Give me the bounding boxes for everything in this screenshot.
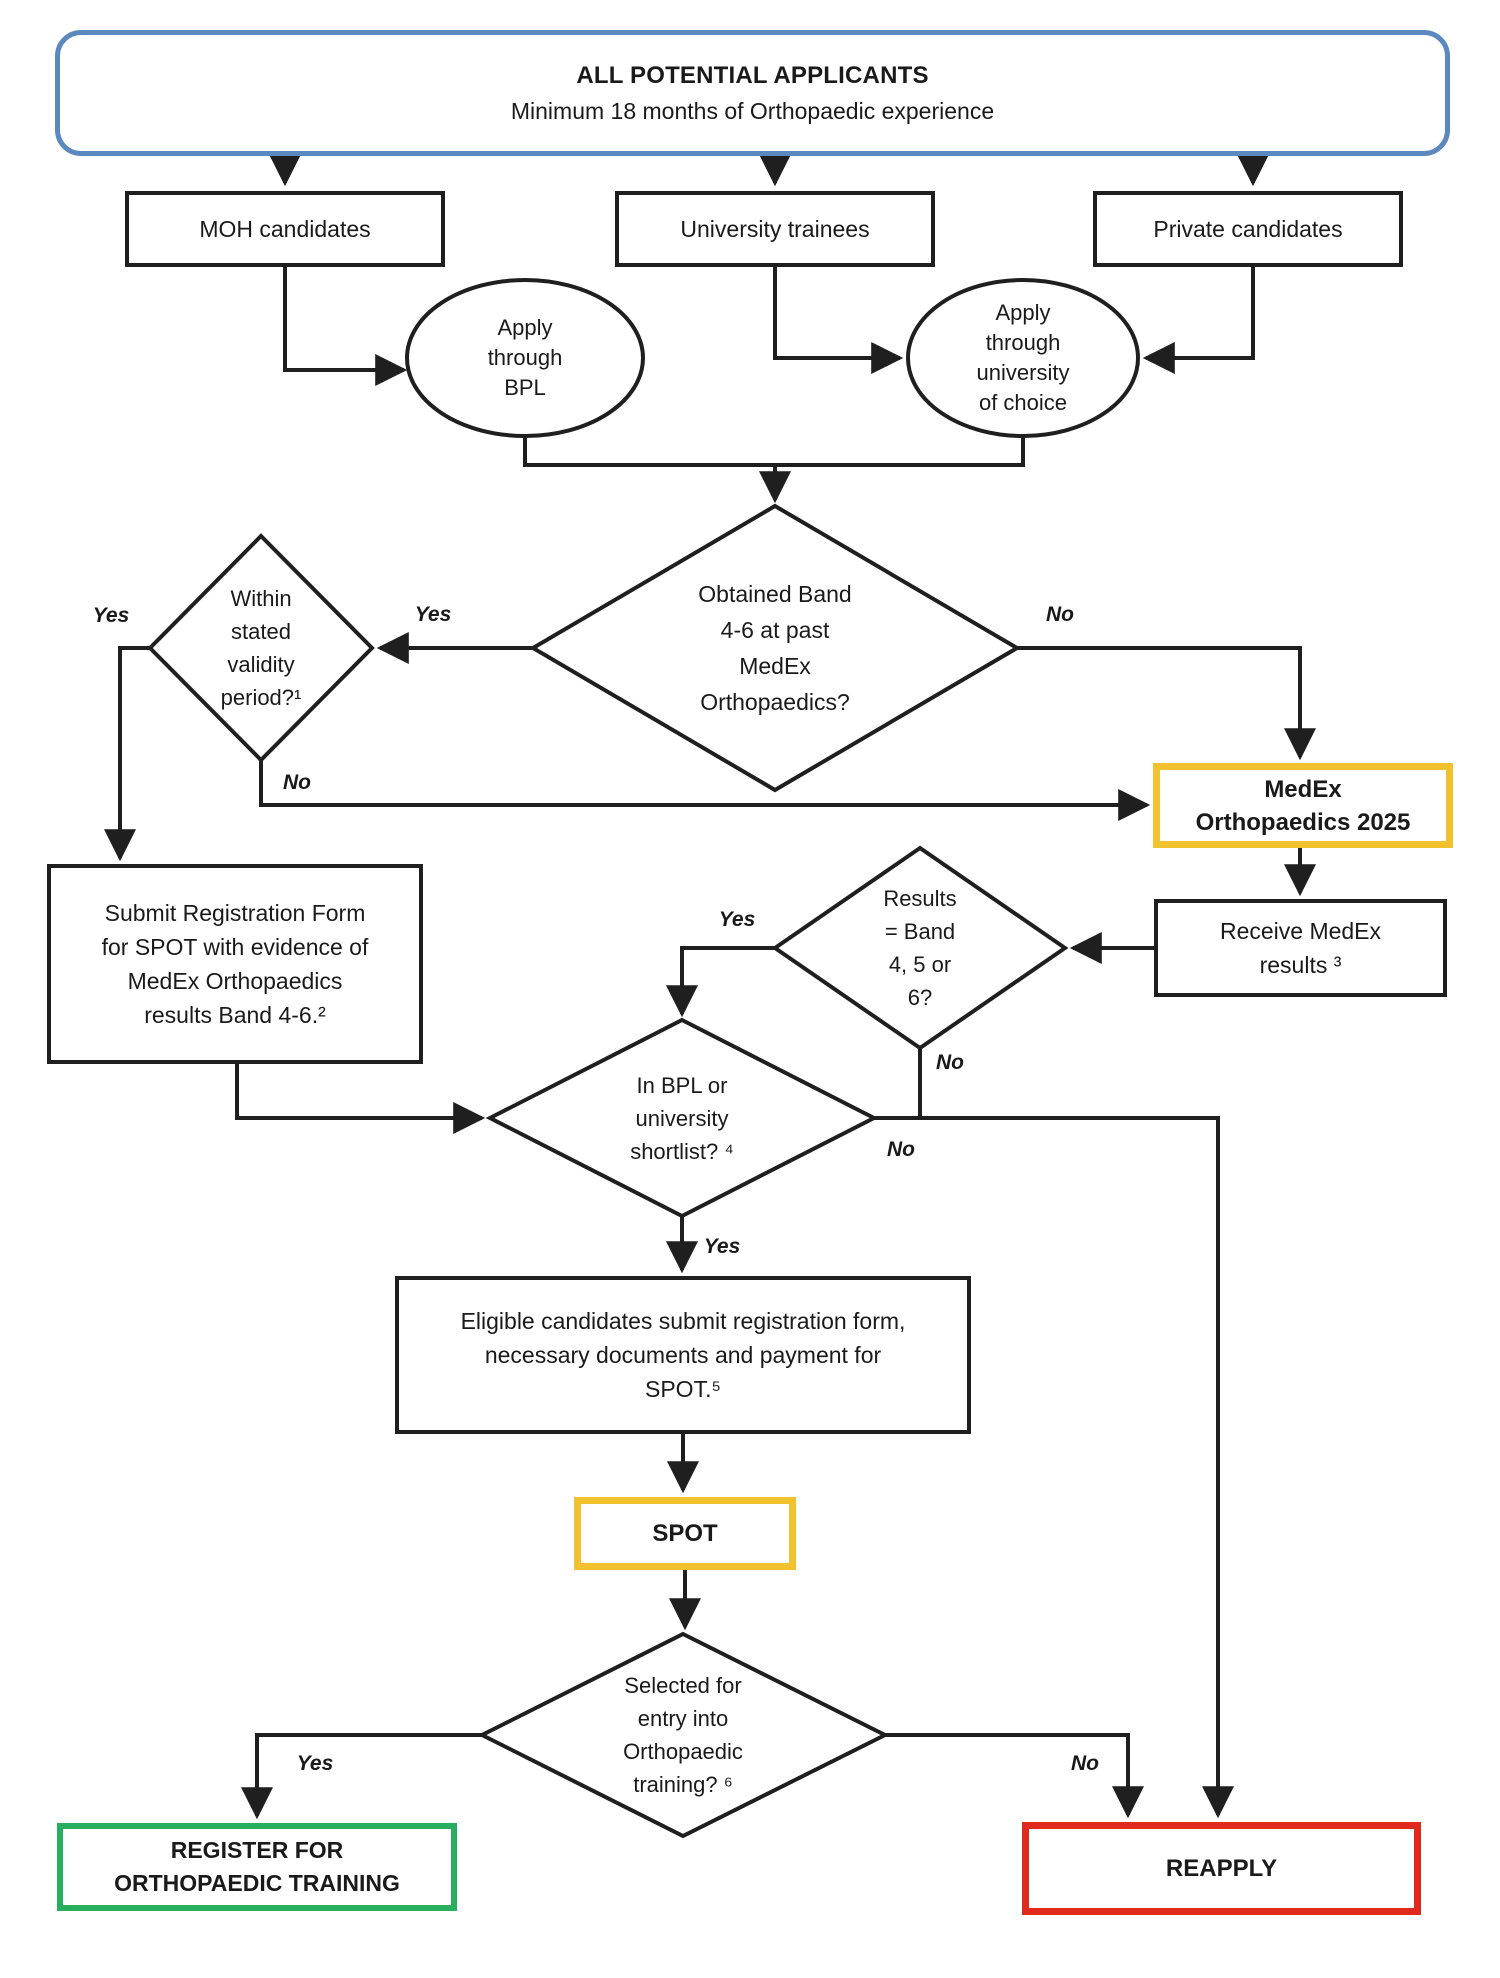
selected-decision-text (553, 1644, 813, 1826)
receive-results-box (1154, 899, 1447, 997)
university-trainees-label: University trainees (680, 215, 870, 242)
spot-label: SPOT (652, 1519, 718, 1547)
band-decision-line: Obtained Band (698, 581, 852, 607)
submit-registration-box (47, 864, 423, 1064)
apply-bpl-line: BPL (504, 375, 546, 400)
shortlist-yes-label: Yes (701, 1235, 744, 1259)
medex-line: Orthopaedics 2025 (1195, 808, 1411, 836)
shortlist-decision-line: shortlist? ⁴ (630, 1138, 734, 1164)
validity-decision-line: stated (231, 619, 291, 644)
edge-selected-yes (257, 1735, 482, 1816)
register-training-box (57, 1823, 457, 1911)
band-no-label: No (1043, 603, 1077, 627)
submit-registration-line: results Band 4-6.² (144, 1002, 326, 1028)
results-no-label: No (933, 1051, 967, 1075)
validity-decision-line: validity (227, 652, 295, 677)
private-candidates-box (1093, 191, 1403, 267)
results-decision-line: Results (883, 886, 957, 911)
results-decision-text (820, 852, 1020, 1044)
apply-university-line: Apply (995, 300, 1051, 325)
results-yes-label: Yes (716, 908, 759, 932)
receive-results-line: Receive MedEx (1219, 918, 1382, 944)
edge-validity-yes (120, 648, 150, 858)
edge-university-to-ellipse (775, 267, 900, 358)
edge-results-yes (682, 948, 775, 1014)
shortlist-decision-line: university (635, 1105, 729, 1131)
results-decision-line: 6? (907, 985, 933, 1010)
moh-candidates-box (125, 191, 445, 267)
reapply-box (1022, 1822, 1421, 1915)
selected-no-label: No (1068, 1752, 1102, 1776)
apply-university-line: of choice (978, 390, 1068, 415)
medex-line: MedEx (1264, 775, 1342, 803)
shortlist-no-label: No (884, 1138, 918, 1162)
validity-decision-line: Within (230, 586, 292, 611)
band-decision-line: MedEx (739, 653, 811, 679)
band-decision-line: 4-6 at past (720, 617, 830, 643)
register-training-line: ORTHOPAEDIC TRAINING (114, 1870, 400, 1896)
edge-moh-to-bpl (285, 267, 404, 370)
edge-band-no (1017, 648, 1300, 757)
private-candidates-label: Private candidates (1153, 215, 1343, 242)
apply-bpl-text (407, 280, 643, 436)
submit-registration-line: MedEx Orthopaedics (127, 968, 343, 994)
selected-decision-line: training? ⁶ (633, 1772, 733, 1797)
validity-decision-line: period?¹ (220, 685, 302, 710)
edge-private-to-ellipse (1146, 267, 1253, 358)
selected-decision-line: Selected for (624, 1673, 742, 1698)
shortlist-decision-text (562, 1030, 802, 1206)
validity-yes-label: Yes (90, 604, 133, 628)
band-decision-text (605, 510, 945, 786)
band-decision-line: Orthopaedics? (700, 689, 850, 715)
apply-bpl-line: Apply (497, 315, 553, 340)
moh-candidates-label: MOH candidates (199, 215, 371, 242)
spot-box (574, 1497, 796, 1570)
submit-registration-line: for SPOT with evidence of (101, 934, 369, 960)
results-decision-line: = Band (884, 919, 956, 944)
eligible-candidates-line: Eligible candidates submit registration form, (460, 1308, 906, 1334)
submit-registration-line: Submit Registration Form (104, 900, 366, 926)
results-decision-line: 4, 5 or (888, 952, 952, 977)
medex-orthopaedics-box (1153, 763, 1453, 848)
selected-yes-label: Yes (294, 1752, 337, 1776)
edge-submit-to-shortlist (237, 1064, 482, 1118)
edge-ellipse-join (525, 436, 1023, 465)
band-yes-label: Yes (412, 603, 455, 627)
validity-no-label: No (280, 771, 314, 795)
apply-university-line: university (976, 360, 1070, 385)
apply-university-line: through (985, 330, 1061, 355)
eligible-candidates-line: necessary documents and payment for (484, 1342, 882, 1368)
edge-shortlist-no (874, 1118, 1218, 1815)
header-subtitle: Minimum 18 months of Orthopaedic experience (510, 97, 995, 124)
reapply-label: REAPPLY (1165, 1854, 1278, 1882)
selected-decision-line: Orthopaedic (623, 1739, 743, 1764)
eligible-candidates-line: SPOT.⁵ (645, 1376, 721, 1402)
apply-bpl-line: through (487, 345, 563, 370)
register-training-line: REGISTER FOR (170, 1837, 344, 1863)
header-title: ALL POTENTIAL APPLICANTS (576, 61, 929, 89)
apply-university-text (908, 280, 1138, 436)
university-trainees-box (615, 191, 935, 267)
shortlist-decision-line: In BPL or (636, 1072, 728, 1098)
selected-decision-line: entry into (637, 1706, 729, 1731)
validity-decision-text (161, 540, 361, 756)
all-applicants-header (55, 30, 1450, 156)
eligible-candidates-box (395, 1276, 971, 1434)
receive-results-line: results ³ (1259, 952, 1342, 978)
